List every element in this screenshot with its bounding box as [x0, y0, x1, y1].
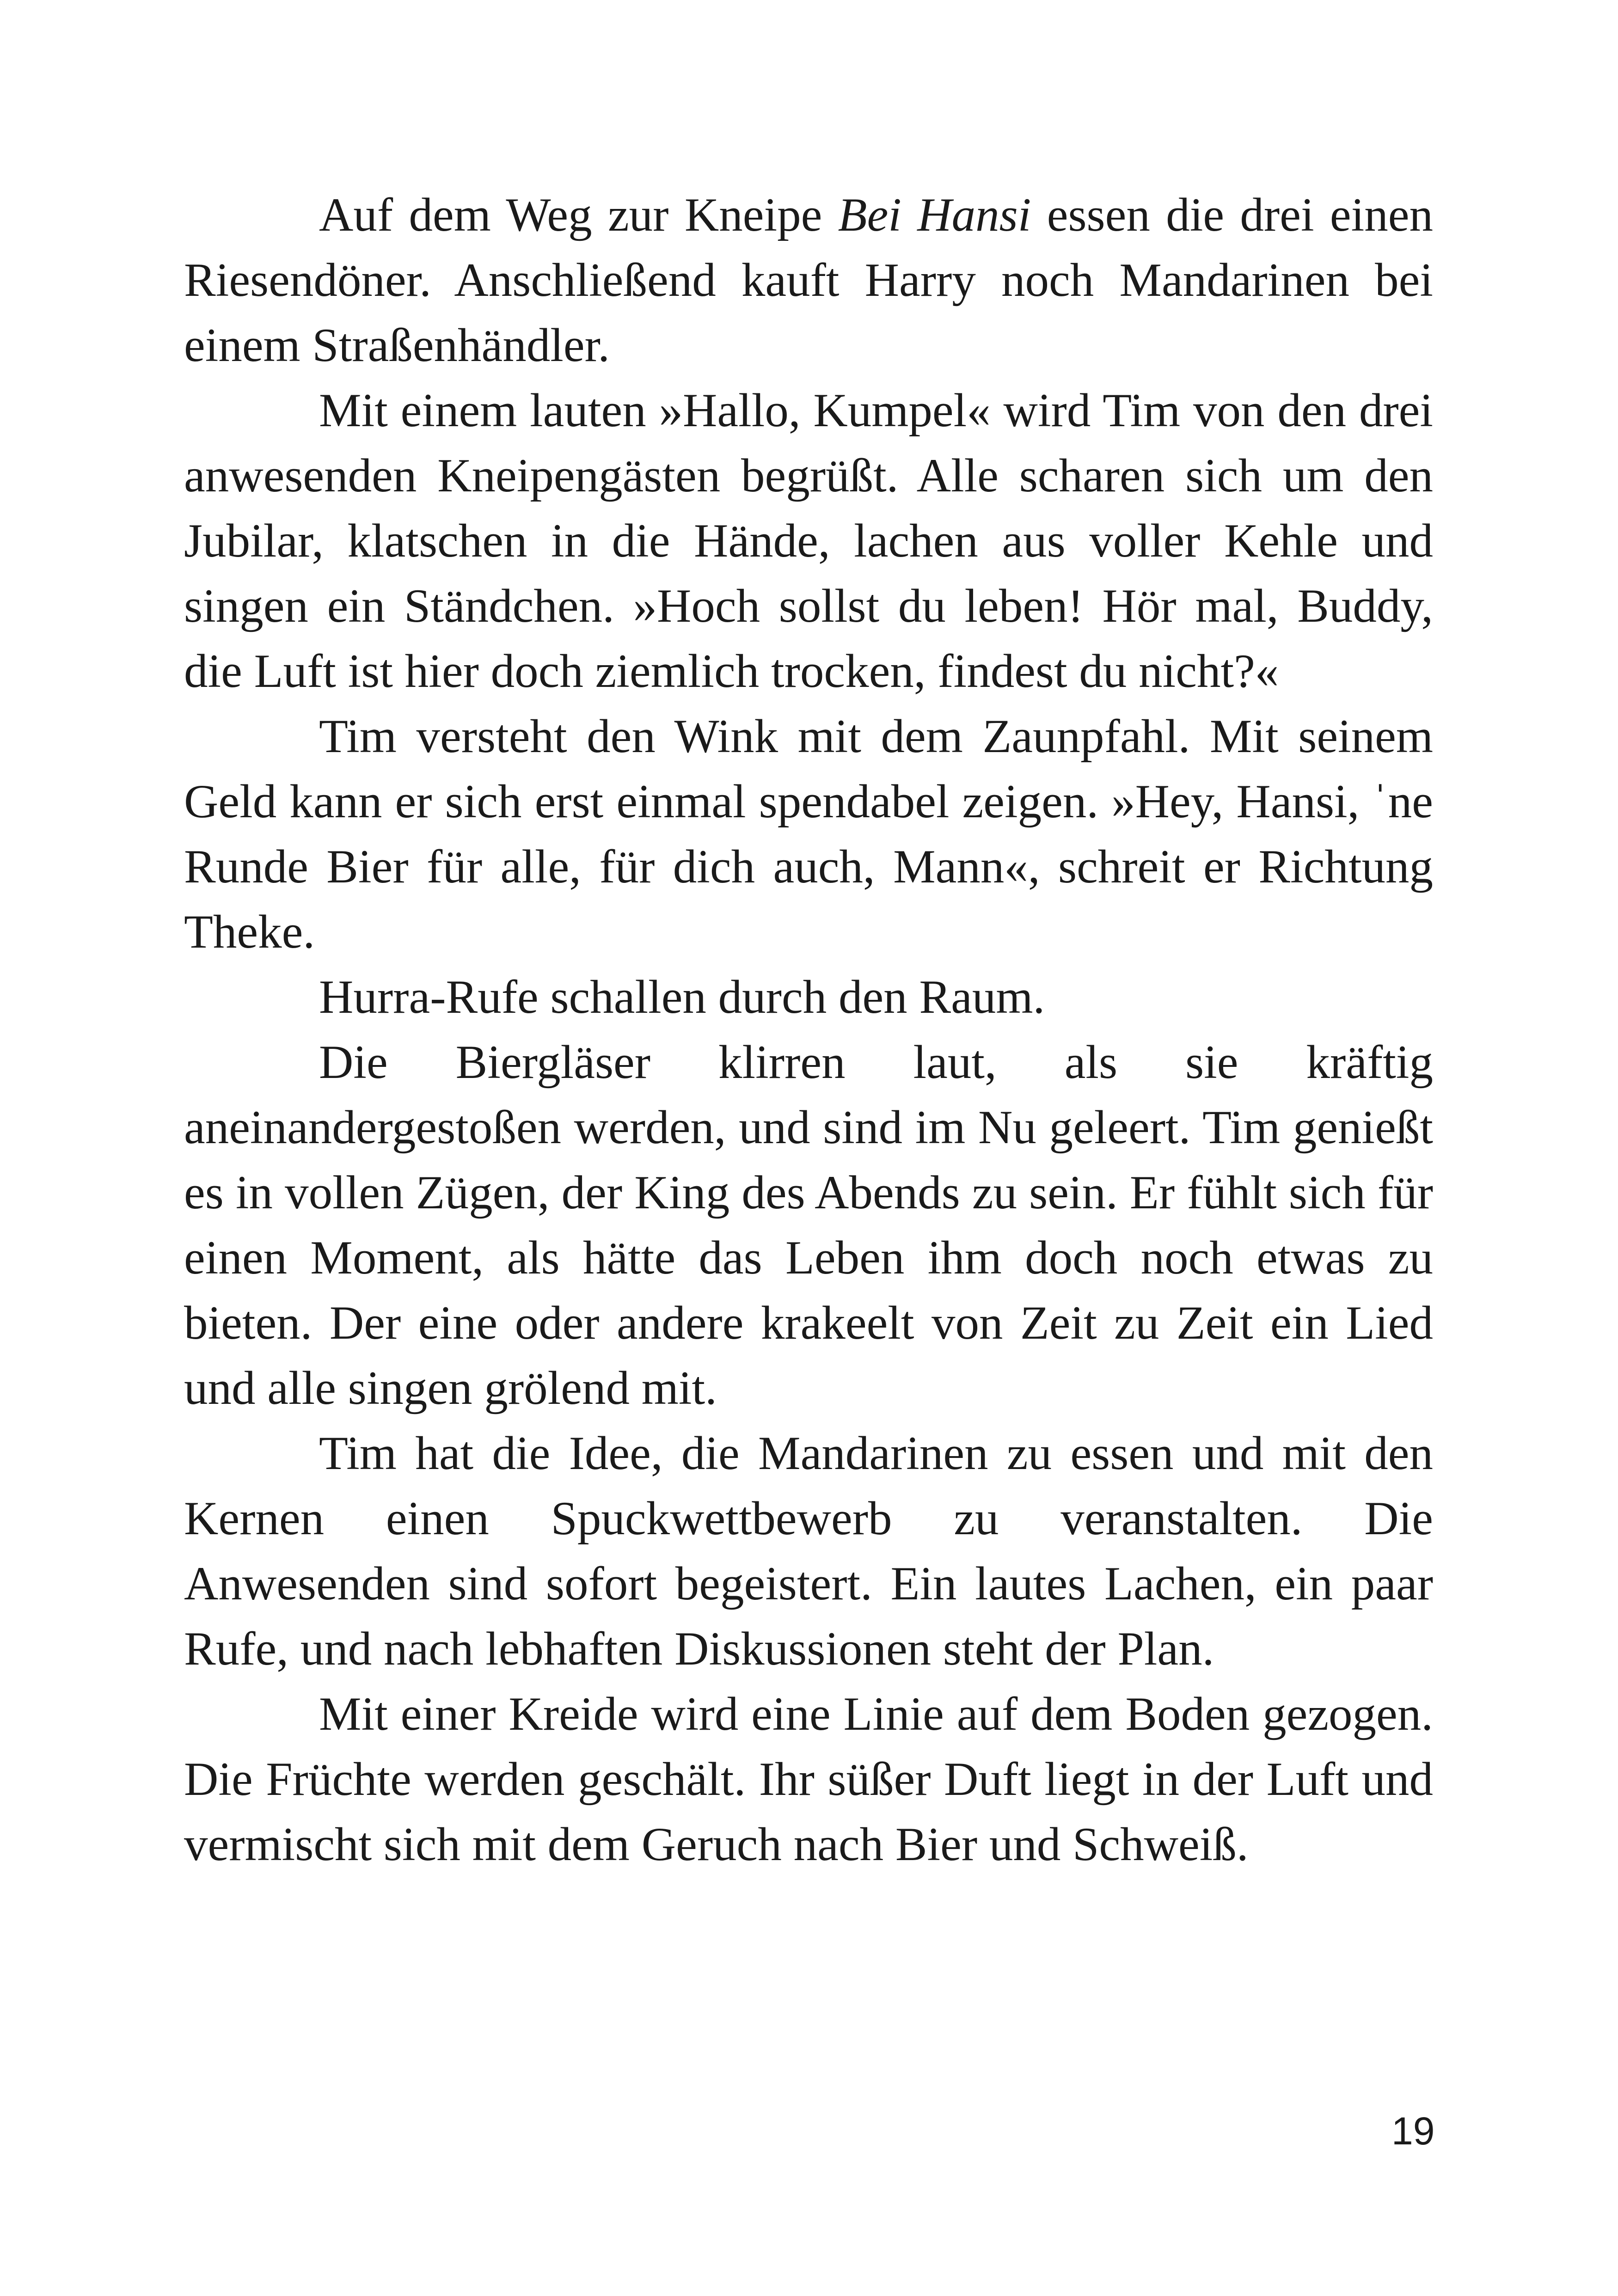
body-text [184, 183, 1433, 1877]
paragraph-4: Hurra-Rufe schallen durch den Raum. [319, 971, 1045, 1023]
paragraph-3: Tim versteht den Wink mit dem Zaunpfahl. Mit seinem Geld kann er sich erst einmal spendabel zeigen. »Hey, Hansi, ˈne Runde Bier für alle, für dich auch, Mann«, schreit er Richtung Theke. [184, 710, 1433, 958]
paragraph-1-start: Auf dem Weg zur Kneipe [319, 189, 838, 241]
paragraph-1 [184, 183, 1433, 378]
paragraph-5: Die Biergläser klirren laut, als sie kräftig aneinandergestoßen werden, und sind im Nu geleert. Tim genießt es in vollen Zügen, der King des Abends zu sein. Er fühlt sich für einen Moment, als hätte das Leben ihm doch noch etwas zu bieten. Der eine oder andere krakeelt von Zeit zu Zeit ein Lied und alle singen grölend mit. [184, 1036, 1433, 1414]
paragraph-6: Tim hat die Idee, die Mandarinen zu essen und mit den Kernen einen Spuckwettbewerb zu veranstalten. Die Anwesenden sind sofort begeistert. Ein lautes Lachen, ein paar Rufe, und nach lebhaften Diskussionen steht der Plan. [184, 1427, 1433, 1675]
paragraph-1-end: essen die drei einen Riesendöner. Anschließend kauft Harry noch Mandarinen bei einem Straßenhändler. [184, 189, 1433, 372]
pub-name: Bei Hansi [838, 189, 1031, 241]
paragraph-2: Mit einem lauten »Hallo, Kumpel« wird Tim von den drei anwesenden Kneipengästen begrüßt. Alle scharen sich um den Jubilar, klatschen in die Hände, lachen aus voller Kehle und singen ein Ständchen. »Hoch sollst du leben! Hör mal, Buddy, die Luft ist hier doch ziemlich trocken, findest du nicht?« [184, 384, 1433, 698]
paragraph-7: Mit einer Kreide wird eine Linie auf dem Boden gezogen. Die Früchte werden geschält. Ihr süßer Duft liegt in der Luft und vermischt sich mit dem Geruch nach Bier und Schweiß. [184, 1688, 1433, 1871]
page-number: 19 [1391, 2109, 1435, 2153]
